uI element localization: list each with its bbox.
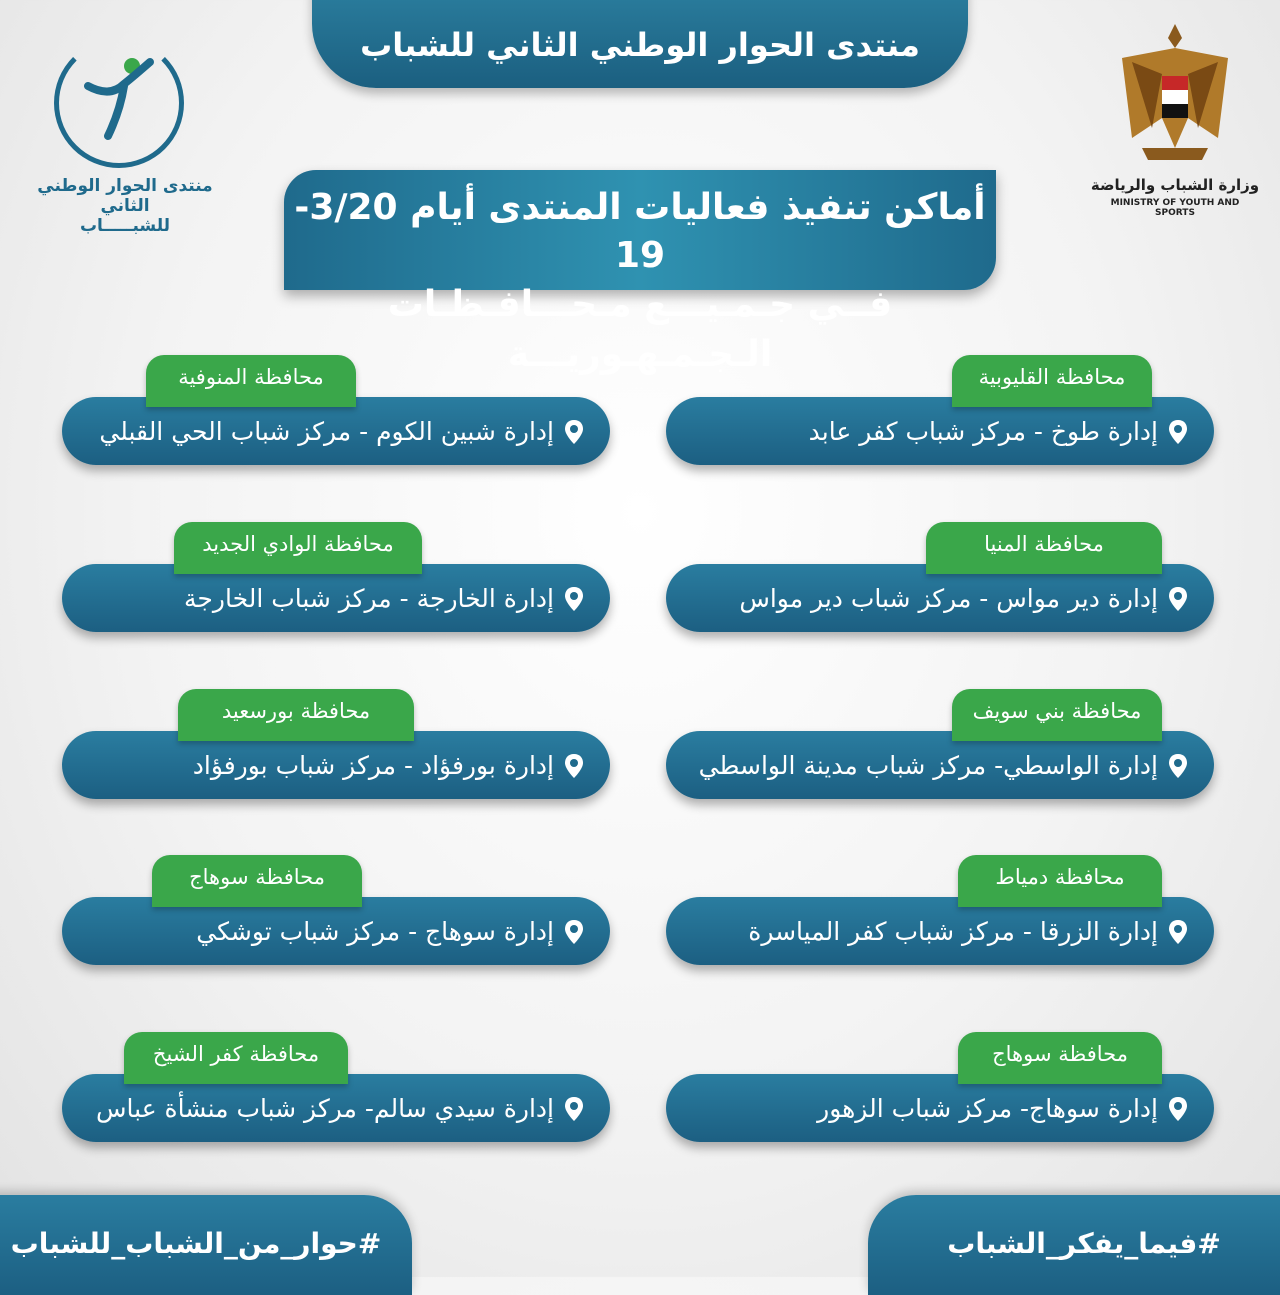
location-pin-icon bbox=[1168, 1096, 1188, 1122]
governorate-label: محافظة كفر الشيخ bbox=[124, 1032, 348, 1084]
location-pin-icon bbox=[1168, 419, 1188, 445]
location-pin-icon bbox=[564, 753, 584, 779]
location-pin-icon bbox=[564, 1096, 584, 1122]
person-icon bbox=[80, 56, 160, 146]
location-card bbox=[62, 1032, 610, 1142]
headline-line2: فــي جـمـيـــع مـحـــافـظـات الـجـمـهـوريـــة bbox=[387, 284, 893, 375]
eagle-emblem-icon bbox=[1112, 18, 1238, 168]
governorate-label: محافظة القليوبية bbox=[952, 355, 1152, 407]
banner-title: منتدى الحوار الوطني الثاني للشباب bbox=[312, 0, 968, 88]
venue-label: إدارة الزرقا - مركز شباب كفر المياسرة bbox=[666, 897, 1214, 965]
forum-logo bbox=[30, 28, 220, 236]
governorate-label: محافظة سوهاج bbox=[958, 1032, 1162, 1084]
governorate-label: محافظة بورسعيد bbox=[178, 689, 414, 741]
location-pin-icon bbox=[564, 919, 584, 945]
headline-line1: أماكن تنفيذ فعاليات المنتدى أيام 3/20-19 bbox=[294, 187, 986, 276]
governorate-label: محافظة دمياط bbox=[958, 855, 1162, 907]
hashtag-right: #فيما_يفكر_الشباب bbox=[868, 1195, 1280, 1295]
ministry-name-ar: وزارة الشباب والرياضة bbox=[1090, 176, 1260, 194]
location-card bbox=[62, 522, 610, 632]
location-card bbox=[666, 855, 1214, 965]
venue-label: إدارة الواسطي- مركز شباب مدينة الواسطي bbox=[666, 731, 1214, 799]
ministry-name-en: MINISTRY OF YOUTH AND SPORTS bbox=[1110, 198, 1240, 218]
venue-label: إدارة سوهاج- مركز شباب الزهور bbox=[666, 1074, 1214, 1142]
logo-name-line2: للشبـــــاب bbox=[79, 216, 171, 236]
location-card bbox=[666, 1032, 1214, 1142]
governorate-label: محافظة سوهاج bbox=[152, 855, 362, 907]
venue-label: إدارة الخارجة - مركز شباب الخارجة bbox=[62, 564, 610, 632]
location-pin-icon bbox=[1168, 919, 1188, 945]
venue-label: إدارة سوهاج - مركز شباب توشكي bbox=[62, 897, 610, 965]
location-card bbox=[666, 522, 1214, 632]
hashtag-left: #حوار_من_الشباب_للشباب bbox=[0, 1195, 412, 1295]
location-card bbox=[62, 689, 610, 799]
venue-label: إدارة دير مواس - مركز شباب دير مواس bbox=[666, 564, 1214, 632]
location-card bbox=[62, 355, 610, 465]
ministry-logo bbox=[1090, 18, 1260, 218]
headline bbox=[284, 170, 996, 375]
governorate-label: محافظة المنيا bbox=[926, 522, 1162, 574]
logo-name-line1: منتدى الحوار الوطني الثاني bbox=[37, 176, 213, 216]
venue-label: إدارة طوخ - مركز شباب كفر عابد bbox=[666, 397, 1214, 465]
location-pin-icon bbox=[1168, 753, 1188, 779]
location-card bbox=[62, 855, 610, 965]
venue-label: إدارة سيدي سالم- مركز شباب منشأة عباس bbox=[62, 1074, 610, 1142]
governorate-label: محافظة بني سويف bbox=[952, 689, 1162, 741]
location-card bbox=[666, 355, 1214, 465]
venue-label: إدارة بورفؤاد - مركز شباب بورفؤاد bbox=[62, 731, 610, 799]
location-card bbox=[666, 689, 1214, 799]
location-pin-icon bbox=[564, 419, 584, 445]
location-pin-icon bbox=[564, 586, 584, 612]
venue-label: إدارة شبين الكوم - مركز شباب الحي القبلي bbox=[62, 397, 610, 465]
location-pin-icon bbox=[1168, 586, 1188, 612]
governorate-label: محافظة الوادي الجديد bbox=[174, 522, 422, 574]
governorate-label: محافظة المنوفية bbox=[146, 355, 356, 407]
